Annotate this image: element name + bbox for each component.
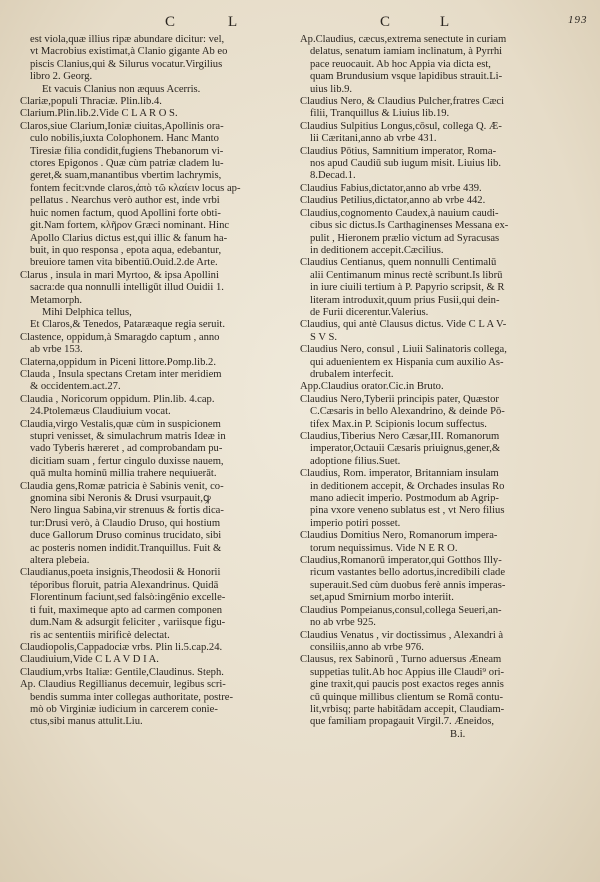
left-column-line: Apollo Clarius dictus est,qui illic & fanum ha-: [30, 232, 228, 244]
left-column-line: Claros,siue Clarium,Ioniæ ciuitas,Apollinis ora-: [20, 120, 224, 132]
right-column-line: de Furii dicerentur.Valerius.: [310, 306, 429, 318]
right-text-column: [300, 34, 582, 741]
left-column-line: Claudia , Noricorum oppidum. Plin.lib. 4.cap.: [20, 393, 215, 405]
left-column-line: Claudium,vrbs Italiæ: Gentile,Claudinus. Steph.: [20, 666, 224, 678]
left-column-line: & occidentem.act.27.: [30, 381, 121, 393]
right-column-line: ricum vastantes bello adortus,incredibili clade: [310, 567, 506, 579]
left-column-line: Florentinum faciunt,sed falsò:ingēnio excelle-: [30, 592, 226, 604]
right-column-line: Clausus, rex Sabinorū , Turno aduersus Æneam: [300, 654, 502, 666]
right-column-line: Claudius,Romanorū imperator,qui Gotthos Illy-: [300, 555, 502, 567]
page-number: 193: [568, 14, 588, 26]
right-column-line: delatus, senatum iamiam inclinatum, à Pyrrhi: [310, 46, 503, 58]
right-column-line: no ab vrbe 925.: [310, 617, 376, 629]
right-column-line: Claudius Centianus, quem nonnulli Centimalū: [300, 257, 497, 269]
left-column-line: duce Gallorum Druso cominus trucidato, sibi: [30, 530, 222, 542]
right-column-line: in deditionem accepit.Cæcilius.: [310, 244, 444, 256]
right-column-line: Ap.Claudius, cæcus,extrema senectute in curiam: [300, 34, 507, 45]
right-column-line: uius lib.9.: [310, 83, 353, 95]
right-column-line: gine traxit,qui paucis post exactos reges annis: [310, 679, 504, 691]
right-column-line: consiliis,anno ab vrbe 976.: [310, 641, 424, 653]
running-header: [0, 10, 600, 34]
right-column-line: Claudius Nero, consul , Liuii Salinatoris collega,: [300, 344, 507, 356]
right-column-line: Claudius,Tiberius Nero Cæsar,III. Romanorum: [300, 431, 500, 442]
right-column-line: B.i.: [450, 728, 466, 740]
right-column-line: tifex Max.in P. Scipionis locum suffectus.: [310, 418, 487, 430]
right-column-line: pace reuocauit. Ab hoc Appia via dicta est,: [310, 58, 491, 70]
left-column-line: ti fuit, maximeque apto ad carmen componen: [30, 604, 223, 616]
right-column-line: cū quinque millibus clientum se Romā contu-: [310, 691, 504, 703]
left-column-line: Claterna,oppidum in Piceni littore.Pomp.lib.2.: [20, 356, 216, 368]
right-column-line: Claudius Petilius,dictator,anno ab vrbe 442.: [300, 195, 486, 207]
left-column-line: Mihi Delphica tellus,: [42, 306, 132, 318]
right-column-line: in iure ciuili tertium à P. Papyrio scripsit, & R: [310, 282, 505, 294]
right-column-line: suppetias tulit.Ab hoc Appius ille Claudi⁹ ori-: [310, 666, 505, 678]
left-column-line: quā multa hominū millia trahere nequiuerāt.: [30, 468, 217, 480]
left-column-line: 24.Ptolemæus Claudiuium vocat.: [30, 406, 171, 418]
right-column-line: adoptione filius.Suet.: [310, 455, 401, 467]
right-column-line: Claudius Nero,Tyberii principis pater, Quæstor: [300, 393, 499, 405]
right-column-line: pulit , Hieronem prælio victum ad Syracusas: [310, 232, 500, 244]
right-column-line: lii Cæritani,anno ab vrbe 431.: [310, 133, 437, 145]
left-column-line: vado Tyberis hæreret , ad comprobandam pu-: [30, 443, 223, 455]
left-column-line: dum.Nam & adsurgit feliciter , variisque figu-: [30, 617, 226, 629]
right-column-line: filii, Tranquillus & Liuius lib.19.: [310, 108, 450, 120]
right-column-line: Claudius Fabius,dictator,anno ab vrbe 439.: [300, 182, 482, 194]
left-column-line: Claudiopolis,Cappadociæ vrbs. Plin li.5.cap.24.: [20, 641, 223, 653]
header-letter-right-2: L: [440, 14, 451, 30]
right-column-line: Claudius, qui antè Clausus dictus. Vide C L A V-: [300, 319, 507, 331]
right-column-line: Claudius Sulpitius Longus,cōsul, collega Q. Æ-: [300, 120, 502, 132]
right-column-line: imperator,Octauii Cæsaris priuignus,gener,&: [310, 443, 501, 455]
left-column-line: Nero lingua Sabina,vir strenuus & fortis dica-: [30, 505, 224, 517]
left-column-line: Metamorph.: [30, 294, 83, 306]
left-column-line: culo nobilis,iuxta Colophonem. Hanc Manto: [30, 133, 219, 145]
left-column-line: Ap. Claudius Regillianus decemuir, legibus scri-: [20, 679, 226, 691]
right-column-line: Claudius,cognomento Caudex,à nauium caudi-: [300, 207, 499, 219]
left-column-line: ris ac sententiis mirificè delectat.: [30, 629, 170, 641]
left-column-line: téporibus floruit, patria Alexandrinus. Quidā: [30, 579, 219, 591]
right-column-line: C.Cæsaris in bello Alexandrino, & deinde Pō-: [310, 406, 505, 418]
right-column-line: mano adiecit imperio. Postmodum ab Agrip-: [310, 493, 499, 505]
right-column-line: S V S.: [310, 331, 337, 343]
left-column-line: ac posteris nomen indidit.Tranquillus. Fuit &: [30, 542, 222, 554]
right-column-line: lit,vrbisq; parte habitādam accepit, Claudiam-: [310, 703, 505, 715]
left-column-line: Claudia gens,Romæ patricia è Sabinis venit, co-: [20, 480, 224, 492]
right-column-line: imperio potiri posset.: [310, 517, 401, 529]
right-column-line: 8.Decad.1.: [310, 170, 356, 182]
left-column-line: git.Nam fortem, κλῆρον Græci nominant. Hinc: [30, 220, 230, 232]
left-column-line: est viola,quæ illius ripæ abundare dicitur: vel,: [30, 34, 225, 45]
right-column-line: alii Centimanum minus rectè scribunt.Is librū: [310, 269, 503, 281]
left-column-line: Claudiuium,Vide C L A V D I A.: [20, 654, 159, 666]
left-column-line: buit, in quo responsa , epota aqua, edebantur,: [30, 244, 222, 256]
left-column-line: Clarus , insula in mari Myrtoo, & ipsa Apollini: [20, 269, 219, 281]
right-column-line: Claudius Pōtius, Samnitium imperator, Roma-: [300, 145, 497, 157]
left-column-line: ctus,sibi manus attulit.Liu.: [30, 716, 143, 728]
left-column-line: stupri venisset, & simulachrum matris Ideæ in: [30, 431, 226, 442]
right-column-line: torum nequissimus. Vide N E R O.: [310, 542, 458, 554]
left-column-line: Claudianus,poeta insignis,Theodosii & Honorii: [20, 567, 221, 579]
left-column-line: Claudia,virgo Vestalis,quæ cùm in suspicionem: [20, 418, 221, 430]
left-column-line: fontem fecit:vnde claros,ἀπὸ τῶ κλαίειν locus ap-: [30, 182, 241, 194]
left-column-line: geret,& suam,manantibus vbertim lachrymis,: [30, 170, 222, 182]
right-column-line: que familiam propagauit Virgil.7. Æneidos,: [310, 716, 495, 728]
left-column-line: gnomina sibi Neronis & Drusi vsurpauit,ꝙ: [30, 493, 211, 505]
left-column-line: piscis Clanius,qui & Silurus vocatur.Virgilius: [30, 58, 223, 70]
left-column-line: mò ob Virginiæ iudicium in carcerem conie-: [30, 703, 218, 715]
left-column-line: ctores Epigonos . Quæ cùm patriæ cladem lu-: [30, 158, 224, 170]
right-column-line: Claudius Domitius Nero, Romanorum impera-: [300, 530, 498, 542]
header-letter-left-1: C: [165, 14, 177, 30]
left-text-column: [20, 34, 292, 729]
left-column-line: libro 2. Georg.: [30, 71, 93, 83]
left-column-line: huic nomen factum, quod Apollini forte obti-: [30, 207, 221, 219]
right-column-line: drubalem interfecit.: [310, 368, 394, 380]
left-column-line: dicitiam suam , fertur cingulo duxisse nauem,: [30, 455, 224, 467]
left-column-line: ab vrbe 153.: [30, 344, 83, 356]
left-column-line: Clauda , Insula spectans Cretam inter meridiem: [20, 368, 222, 380]
right-column-line: literam introduxit,quum prius Fusii,qui dein-: [310, 294, 500, 306]
left-column-line: sacra:de qua nonnulli intelligūt illud Ouidii 1.: [30, 282, 224, 294]
left-column-line: breuiore tamen vita bibentiū.Ouid.2.de Arte.: [30, 257, 218, 269]
left-column-line: altera plebeia.: [30, 555, 90, 567]
header-letter-right-1: C: [380, 14, 392, 30]
right-column-line: cibus sic dictus.Is Carthaginenses Messana ex-: [310, 220, 509, 232]
left-column-line: Et Claros,& Tenedos, Pataræaque regia seruit.: [30, 319, 225, 331]
right-column-line: Claudius Venatus , vir doctissimus , Alexandri à: [300, 629, 504, 641]
left-column-line: Clariæ,populi Thraciæ. Plin.lib.4.: [20, 96, 162, 108]
header-letter-left-2: L: [228, 14, 239, 30]
right-column-line: in deditionem accepit, & Orchades insulas Ro: [310, 480, 505, 492]
left-column-line: pellatus . Nearchus verò author est, inde vrbi: [30, 195, 220, 207]
right-column-line: quam Brundusium vsque lapidibus strauit.Li-: [310, 71, 503, 83]
right-column-line: Claudius Nero, & Claudius Pulcher,fratres Cæci: [300, 96, 505, 108]
left-column-line: tur:Drusi verò, à Claudio Druso, qui hostium: [30, 517, 221, 529]
left-column-line: Clarium.Plin.lib.2.Vide C L A R O S.: [20, 108, 178, 120]
right-column-line: superauit.Sed cùm duobus ferè annis imperas-: [310, 579, 506, 591]
left-column-line: Clastence, oppidum,à Smaragdo captum , anno: [20, 331, 220, 343]
right-column-line: set,apud Smirnium morbo interiit.: [310, 592, 454, 604]
right-column-line: nos apud Caudiū sub iugum misit. Liuius lib.: [310, 158, 501, 170]
right-column-line: Claudius, Rom. imperator, Britanniam insulam: [300, 468, 499, 480]
left-column-line: Et vacuis Clanius non æquus Acerris.: [42, 83, 201, 95]
right-column-line: qui aduenientem ex Hispania cum auxilio As-: [310, 356, 504, 368]
left-column-line: bendis summa inter collegas authoritate, postre-: [30, 691, 233, 703]
left-column-line: vt Macrobius existimat,à Clanio gigante Ab eo: [30, 46, 228, 58]
right-column-line: App.Claudius orator.Cic.in Bruto.: [300, 381, 444, 393]
right-column-line: pina vxore veneno sublatus est , vt Nero filius: [310, 505, 505, 517]
left-column-line: Tiresiæ filia condidit,fugiens Thebanorum vi-: [30, 145, 224, 157]
right-column-line: Claudius Pompeianus,consul,collega Seueri,an-: [300, 604, 502, 616]
